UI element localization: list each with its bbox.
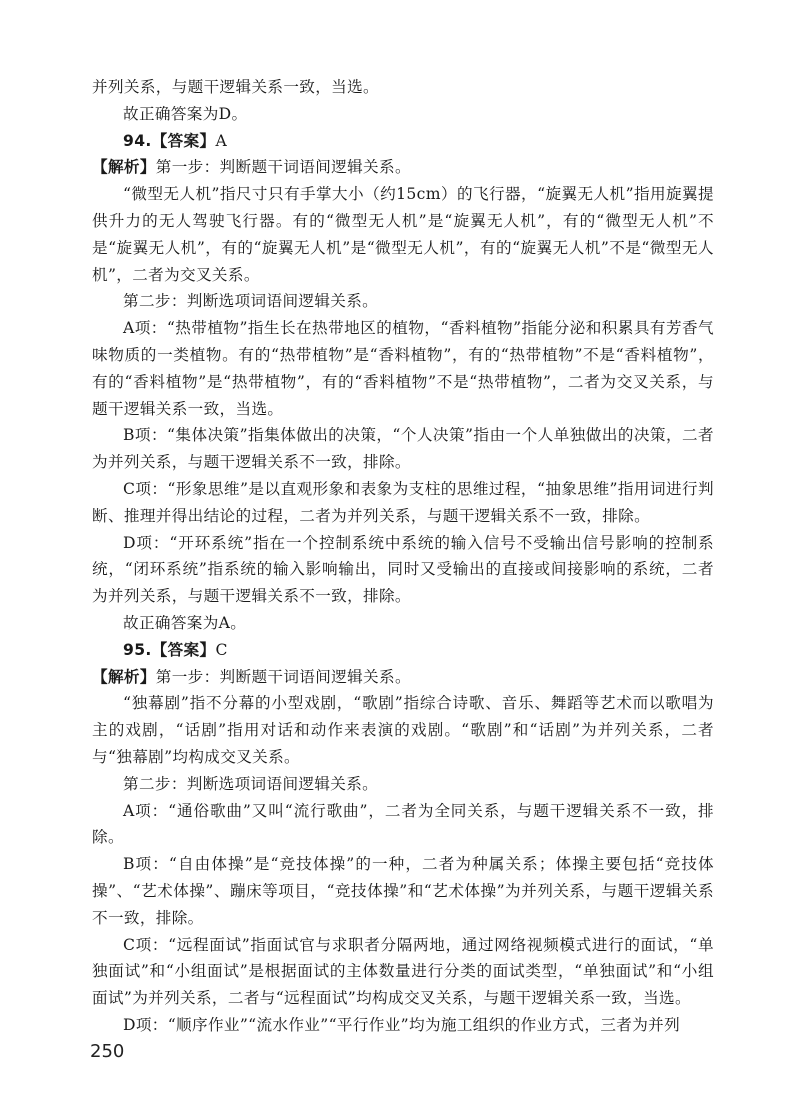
document-body [92,74,714,1039]
paragraph: 故正确答案为A。 [123,613,247,632]
option-b: B项：“集体决策”指集体做出的决策，“个人决策”指由一个人单独做出的决策，二者为并列关系，与题干逻辑关系不一致，排除。 [92,426,714,472]
option-c: C项：“形象思维”是以直观形象和表象为支柱的思维过程，“抽象思维”指用词进行判断、推理并得出结论的过程，二者为并列关系，与题干逻辑关系不一致，排除。 [92,479,714,525]
paragraph: 故正确答案为D。 [123,104,248,123]
answer-value: A [215,131,228,150]
analysis-heading: 【解析】第一步：判断题干词语间逻辑关系。 [92,667,411,686]
answer-heading-95 [92,637,714,664]
analysis-heading: 【解析】第一步：判断题干词语间逻辑关系。 [92,158,411,177]
answer-value: C [215,640,228,659]
answer-heading-94 [92,128,714,155]
paragraph: “微型无人机”指尺寸只有手掌大小（约15cm）的飞行器，“旋翼无人机”指用旋翼提供升力的无人驾驶飞行器。有的“微型无人机”是“旋翼无人机”，有的“微型无人机”不是“旋翼无人机”，有的“旋翼无人机”是“微型无人机”，有的“旋翼无人机”不是“微型无人机”，二者为交叉关系。 [92,185,714,284]
paragraph: 并列关系，与题干逻辑关系一致，当选。 [92,78,379,96]
analysis-label: 【解析】 [92,158,156,177]
answer-label: 94.【答案】 [123,131,216,150]
option-a: A项：“热带植物”指生长在热带地区的植物，“香料植物”指能分泌和积累具有芳香气味物质的一类植物。有的“热带植物”是“香料植物”，有的“热带植物”不是“香料植物”，有的“香料植物”是“热带植物”，有的“香料植物”不是“热带植物”，二者为交叉关系，与题干逻辑关系一致，当选。 [92,319,714,418]
answer-label: 95.【答案】 [123,640,216,659]
option-c: C项：“远程面试”指面试官与求职者分隔两地，通过网络视频模式进行的面试，“单独面试”和“小组面试”是根据面试的主体数量进行分类的面试类型，“单独面试”和“小组面试”为并列关系，二者与“远程面试”均构成交叉关系，与题干逻辑关系一致，当选。 [92,935,714,1008]
option-d: D项：“顺序作业”“流水作业”“平行作业”均为施工组织的作业方式，三者为并列 [123,1015,681,1034]
paragraph: 第二步：判断选项词语间逻辑关系。 [123,774,379,793]
option-a: A项：“通俗歌曲”又叫“流行歌曲”，二者为全同关系，与题干逻辑关系不一致，排除。 [92,801,714,847]
paragraph: 第二步：判断选项词语间逻辑关系。 [123,292,379,311]
paragraph: “独幕剧”指不分幕的小型戏剧，“歌剧”指综合诗歌、音乐、舞蹈等艺术而以歌唱为主的戏剧，“话剧”指用对话和动作来表演的戏剧。“歌剧”和“话剧”为并列关系，二者与“独幕剧”均构成交叉关系。 [92,694,714,766]
page-number: 250 [90,1041,125,1062]
option-d: D项：“开环系统”指在一个控制系统中系统的输入信号不受输出信号影响的控制系统，“闭环系统”指系统的输入影响输出，同时又受输出的直接或间接影响的系统，二者为并列关系，与题干逻辑关系不一致，排除。 [92,533,714,606]
option-b: B项：“自由体操”是“竞技体操”的一种，二者为种属关系；体操主要包括“竞技体操”、“艺术体操”、蹦床等项目，“竞技体操”和“艺术体操”为并列关系，与题干逻辑关系不一致，排除。 [92,855,714,927]
analysis-label: 【解析】 [92,667,156,686]
